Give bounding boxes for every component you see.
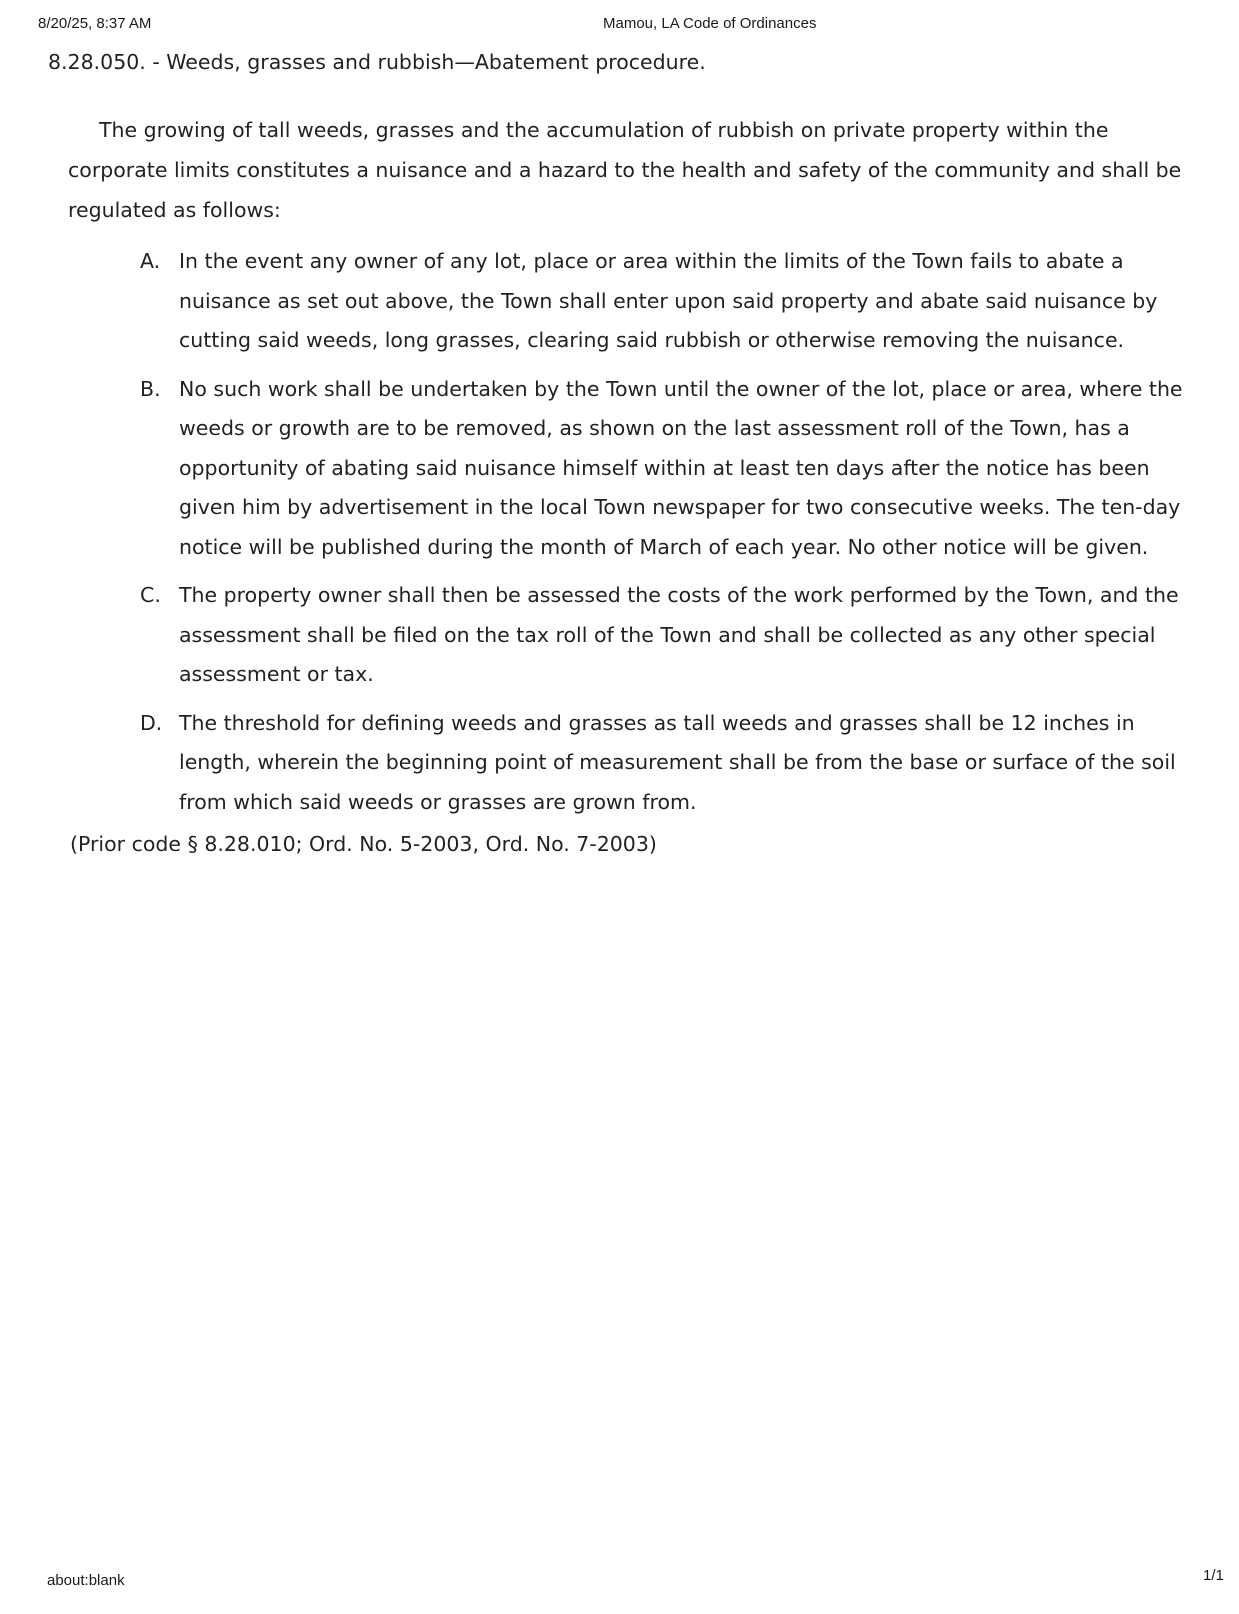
list-item-text: No such work shall be undertaken by the Town until the owner of the lot, place or area, where the weeds or growth are to be removed, as shown on the last assessment roll of the Town, has a opportunity of abating said nuisance himself within at least ten days after the notice has been given him by advertisement in the local Town newspaper for two consecutive weeks. The ten-day notice will be published during the month of March of each year. No other notice will be given.: [179, 376, 1183, 559]
list-item-c: [140, 576, 1200, 695]
list-item-d: [140, 704, 1200, 823]
list-marker: A.: [140, 249, 161, 273]
print-header: [0, 15, 1239, 35]
abatement-list: [140, 242, 1200, 831]
print-date-time: 8/20/25, 8:37 AM: [38, 15, 152, 32]
list-item-text: The threshold for defining weeds and grasses as tall weeds and grasses shall be 12 inches in length, wherein the beginning point of measurement shall be from the base or surface of the soil from which said weeds or grasses are grown from.: [179, 710, 1176, 814]
list-item-text: In the event any owner of any lot, place or area within the limits of the Town fails to abate a nuisance as set out above, the Town shall enter upon said property and abate said nuisance by cutting said weeds, long grasses, clearing said rubbish or otherwise removing the nuisance.: [179, 249, 1158, 352]
list-item-a: [140, 242, 1200, 361]
print-footer: [0, 1567, 1239, 1592]
print-url: about:blank: [47, 1572, 125, 1589]
history-note: (Prior code § 8.28.010; Ord. No. 5-2003, Ord. No. 7-2003): [70, 832, 657, 856]
section-heading: 8.28.050. - Weeds, grasses and rubbish—Abatement procedure.: [48, 50, 706, 74]
list-marker: B.: [140, 376, 161, 401]
list-marker: C.: [140, 583, 161, 607]
list-item-b: [140, 370, 1200, 568]
list-marker: D.: [140, 710, 163, 735]
page-number: 1/1: [1203, 1567, 1224, 1584]
intro-paragraph: The growing of tall weeds, grasses and the accumulation of rubbish on private property within the corporate limits constitutes a nuisance and a hazard to the health and safety of the community and shall be regulated as follows:: [68, 118, 1182, 222]
list-item-text: The property owner shall then be assessed the costs of the work performed by the Town, and the assessment shall be filed on the tax roll of the Town and shall be collected as any other special assessment or tax.: [179, 583, 1179, 686]
print-document-title: Mamou, LA Code of Ordinances: [603, 15, 817, 32]
